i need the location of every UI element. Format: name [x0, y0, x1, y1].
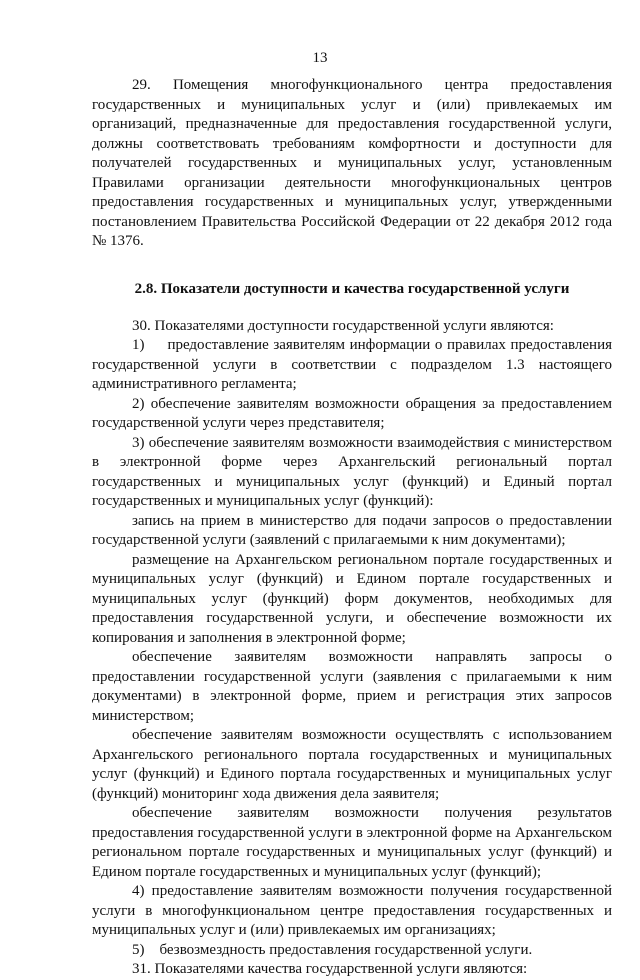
list-subitem-forms: размещение на Архангельском региональном портале государственных и муниципальных услуг (функций) и Едином портале государственных и муниципальных услуг (функций) форм документов, необходимых для предоставления государственной услуги, и обеспечение возможности их копирования и заполнения в электронной форме; [92, 551, 612, 646]
paragraph-31-intro: 31. Показателями качества государственной услуги являются: [132, 961, 528, 977]
list-item-2: 2) обеспечение заявителям возможности обращения за предоставлением государственной услуги через представителя; [92, 395, 612, 431]
list-item-1: 1) предоставление заявителям информации о правилах предоставления государственной услуги в соответствии с подразделом 1.3 настоящего административного регламента; [92, 337, 612, 392]
page-number: 13 [312, 50, 328, 66]
list-subitem-appointment: запись на прием в министерство для подачи запросов о предоставлении государственной услуги (заявлений с прилагаемыми к ним документами); [92, 512, 612, 548]
paragraph-30-intro: 30. Показателями доступности государственной услуги являются: [132, 317, 554, 334]
document-body [92, 76, 612, 980]
list-subitem-monitoring: обеспечение заявителям возможности осуществлять с использованием Архангельского регионального портала государственных и муниципальных услуг (функций) и Единого портала государственных и муниципальных услуг (функций) мониторинг хода движения дела заявителя; [92, 727, 612, 802]
list-subitem-results: обеспечение заявителям возможности получения результатов предоставления государственной услуги в электронной форме на Архангельском региональном портале государственных и муниципальных услуг (функций) и Едином портале государственных и муниципальных услуг (функций); [92, 805, 612, 880]
list-item-3: 3) обеспечение заявителям возможности взаимодействия с министерством в электронной форме через Архангельский региональный портал государственных и муниципальных услуг (функций) и Единый портал государственных и муниципальных услуг (функций): [92, 434, 612, 509]
section-heading-2-8: 2.8. Показатели доступности и качества государственной услуги [134, 280, 570, 297]
paragraph-29: 29. Помещения многофункционального центра предоставления государственных и муниципальных услуг и (или) привлекаемых им организаций, предназначенные для предоставления государственной услуги, должны соответствовать требованиям комфортности и доступности для получателей государственных и муниципальных услуг, установленным Правилами организации деятельности многофункциональных центров предоставления государственных и муниципальных услуг, утвержденными постановлением Правительства Российской Федерации от 22 декабря 2012 года № 1376. [92, 77, 612, 249]
list-item-5: 5) безвозмездность предоставления государственной услуги. [132, 941, 533, 958]
list-item-4: 4) предоставление заявителям возможности получения государственной услуги в многофункциональном центре предоставления государственных и муниципальных услуг и (или) привлекаемых им организациях; [92, 883, 612, 938]
list-subitem-requests: обеспечение заявителям возможности направлять запросы о предоставлении государственной услуги (заявления с прилагаемыми к ним документами) в электронной форме, прием и регистрация этих запросов министерством; [92, 649, 612, 724]
